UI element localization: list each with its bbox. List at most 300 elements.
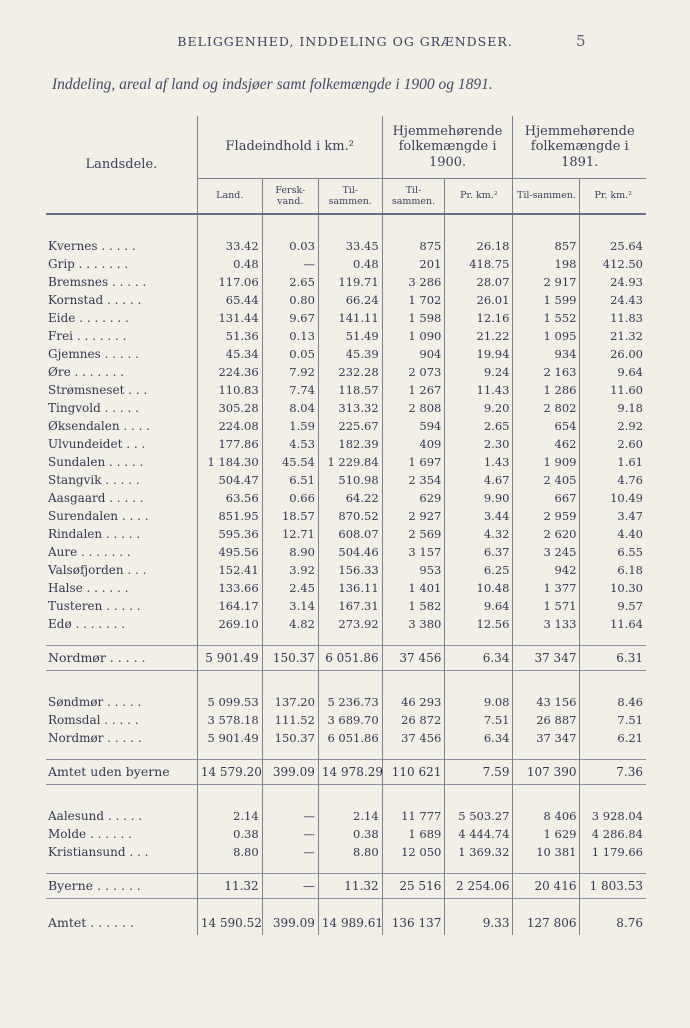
table-row-herred bbox=[46, 237, 646, 255]
cell-value: 4.40 bbox=[617, 527, 643, 541]
row-label: Frei . . . . . . . bbox=[46, 327, 197, 345]
cell-value: 8.90 bbox=[262, 543, 318, 561]
cell-value: 14 590.52 bbox=[197, 911, 262, 935]
header-prkm-1900: Pr. km.² bbox=[445, 179, 513, 215]
cell-value: 150.37 bbox=[262, 646, 318, 671]
row-label: Surendalen . . . . bbox=[46, 507, 197, 525]
cell-value: 225.67 bbox=[318, 417, 382, 435]
cell-value: 3 245 bbox=[513, 543, 580, 561]
cell-value: 934 bbox=[513, 345, 580, 363]
cell-value: 141.11 bbox=[318, 309, 382, 327]
cell-value: 654 bbox=[513, 417, 580, 435]
cell-value: 2 254.06 bbox=[445, 874, 513, 899]
cell-value: 26.18 bbox=[445, 237, 513, 255]
cell-value: 133.66 bbox=[197, 579, 262, 597]
cell-value: 608.07 bbox=[318, 525, 382, 543]
cell-value: 9.57 bbox=[617, 599, 643, 613]
cell-value: 0.13 bbox=[262, 327, 318, 345]
header-landsdele: Landsdele. bbox=[46, 116, 197, 214]
cell-value: 45.34 bbox=[197, 345, 262, 363]
spacer-row bbox=[46, 747, 646, 760]
cell-value: 63.56 bbox=[197, 489, 262, 507]
cell-value: 3.92 bbox=[262, 561, 318, 579]
cell-value: 14 978.29 bbox=[318, 760, 382, 785]
cell-value: 3.14 bbox=[262, 597, 318, 615]
cell-value: 0.38 bbox=[318, 825, 382, 843]
cell-value: 117.06 bbox=[197, 273, 262, 291]
cell-value: 4.53 bbox=[262, 435, 318, 453]
cell-value: 2 620 bbox=[513, 525, 580, 543]
cell-value: 10 381 bbox=[513, 843, 580, 861]
cell-value: 26.01 bbox=[445, 291, 513, 309]
cell-value: 2 405 bbox=[513, 471, 580, 489]
cell-value: 131.44 bbox=[197, 309, 262, 327]
cell-value: 28.07 bbox=[445, 273, 513, 291]
cell-value: 5 901.49 bbox=[197, 646, 262, 671]
cell-value: 9.20 bbox=[445, 399, 513, 417]
row-label: Amtet uden byerne bbox=[46, 760, 197, 785]
cell-value: 2 073 bbox=[382, 363, 445, 381]
cell-value: 6.18 bbox=[617, 563, 643, 577]
row-label: Amtet . . . . . . bbox=[46, 911, 197, 935]
cell-value: 8 406 bbox=[513, 807, 580, 825]
cell-value: 10.49 bbox=[610, 491, 643, 505]
cell-value: 875 bbox=[382, 237, 445, 255]
cell-value: 5 503.27 bbox=[445, 807, 513, 825]
cell-value: 5 099.53 bbox=[197, 693, 262, 711]
cell-value: 110 621 bbox=[382, 760, 445, 785]
cell-value: 3 578.18 bbox=[197, 711, 262, 729]
table-row-by bbox=[46, 807, 646, 825]
cell-value: 510.98 bbox=[318, 471, 382, 489]
cell-value: 156.33 bbox=[318, 561, 382, 579]
table-row-herred bbox=[46, 561, 646, 579]
cell-value: 462 bbox=[513, 435, 580, 453]
cell-value: 8.04 bbox=[262, 399, 318, 417]
table-row-herred bbox=[46, 273, 646, 291]
cell-value: 12 050 bbox=[382, 843, 445, 861]
row-label: Grip . . . . . . . bbox=[46, 255, 197, 273]
cell-value: 594 bbox=[382, 417, 445, 435]
cell-value: 51.36 bbox=[197, 327, 262, 345]
cell-value: 6.21 bbox=[617, 731, 643, 745]
cell-value: 6.55 bbox=[617, 545, 643, 559]
row-label: Rindalen . . . . . bbox=[46, 525, 197, 543]
cell-value: 1 369.32 bbox=[445, 843, 513, 861]
population-area-table bbox=[46, 116, 646, 935]
cell-value: 25.64 bbox=[610, 239, 643, 253]
cell-value: 9.24 bbox=[445, 363, 513, 381]
cell-value: 667 bbox=[513, 489, 580, 507]
cell-value: 504.46 bbox=[318, 543, 382, 561]
row-label: Nordmør . . . . . bbox=[46, 729, 197, 747]
cell-value: 14 989.61 bbox=[318, 911, 382, 935]
cell-value: 2.65 bbox=[445, 417, 513, 435]
cell-value: 2 802 bbox=[513, 399, 580, 417]
table-row-herred bbox=[46, 327, 646, 345]
cell-value: 3 286 bbox=[382, 273, 445, 291]
cell-value: 595.36 bbox=[197, 525, 262, 543]
cell-value: 409 bbox=[382, 435, 445, 453]
cell-value: 26 872 bbox=[382, 711, 445, 729]
table-row-herred bbox=[46, 525, 646, 543]
row-label: Aasgaard . . . . . bbox=[46, 489, 197, 507]
row-label: Halse . . . . . . bbox=[46, 579, 197, 597]
cell-value: 1 803.53 bbox=[580, 874, 646, 899]
cell-value: 1.59 bbox=[262, 417, 318, 435]
cell-value: 1 909 bbox=[513, 453, 580, 471]
cell-value: 8.80 bbox=[197, 843, 262, 861]
cell-value: 136.11 bbox=[318, 579, 382, 597]
cell-value: 1 090 bbox=[382, 327, 445, 345]
cell-value: 313.32 bbox=[318, 399, 382, 417]
cell-value: 51.49 bbox=[318, 327, 382, 345]
cell-value: 2 354 bbox=[382, 471, 445, 489]
cell-value: 19.94 bbox=[445, 345, 513, 363]
cell-value: 111.52 bbox=[262, 711, 318, 729]
cell-value: — bbox=[262, 843, 318, 861]
cell-value: 37 456 bbox=[382, 646, 445, 671]
cell-value: 177.86 bbox=[197, 435, 262, 453]
table-row-herred bbox=[46, 543, 646, 561]
cell-value: 20 416 bbox=[513, 874, 580, 899]
header-tilsammen-areal: Til-sammen. bbox=[318, 179, 382, 215]
cell-value: 2.14 bbox=[318, 807, 382, 825]
cell-value: 418.75 bbox=[445, 255, 513, 273]
table-row-amtet bbox=[46, 911, 646, 935]
cell-value: 26.00 bbox=[610, 347, 643, 361]
cell-value: 66.24 bbox=[318, 291, 382, 309]
cell-value: 2 569 bbox=[382, 525, 445, 543]
cell-value: 2.65 bbox=[262, 273, 318, 291]
row-label: Molde . . . . . . bbox=[46, 825, 197, 843]
cell-value: 43 156 bbox=[513, 693, 580, 711]
cell-value: 224.36 bbox=[197, 363, 262, 381]
cell-value: 24.93 bbox=[610, 275, 643, 289]
cell-value: 46 293 bbox=[382, 693, 445, 711]
cell-value: 164.17 bbox=[197, 597, 262, 615]
cell-value: 1 697 bbox=[382, 453, 445, 471]
cell-value: 3 157 bbox=[382, 543, 445, 561]
cell-value: 201 bbox=[382, 255, 445, 273]
cell-value: 953 bbox=[382, 561, 445, 579]
cell-value: 107 390 bbox=[513, 760, 580, 785]
cell-value: 12.56 bbox=[445, 615, 513, 633]
cell-value: 942 bbox=[513, 561, 580, 579]
cell-value: 21.22 bbox=[445, 327, 513, 345]
cell-value: 5 236.73 bbox=[318, 693, 382, 711]
cell-value: — bbox=[262, 807, 318, 825]
table-row-herred bbox=[46, 381, 646, 399]
cell-value: 269.10 bbox=[197, 615, 262, 633]
page-number: 5 bbox=[576, 32, 586, 50]
cell-value: 504.47 bbox=[197, 471, 262, 489]
cell-value: 7.51 bbox=[617, 713, 643, 727]
cell-value: 904 bbox=[382, 345, 445, 363]
cell-value: 399.09 bbox=[262, 911, 318, 935]
cell-value: 11 777 bbox=[382, 807, 445, 825]
cell-value: 1 571 bbox=[513, 597, 580, 615]
cell-value: 2 808 bbox=[382, 399, 445, 417]
cell-value: 12.16 bbox=[445, 309, 513, 327]
table-row-herred bbox=[46, 579, 646, 597]
row-label: Gjemnes . . . . . bbox=[46, 345, 197, 363]
row-label: Tusteren . . . . . bbox=[46, 597, 197, 615]
row-label: Bremsnes . . . . . bbox=[46, 273, 197, 291]
cell-value: 1 184.30 bbox=[197, 453, 262, 471]
cell-value: 118.57 bbox=[318, 381, 382, 399]
cell-value: 870.52 bbox=[318, 507, 382, 525]
row-label: Søndmør . . . . . bbox=[46, 693, 197, 711]
cell-value: 3 133 bbox=[513, 615, 580, 633]
cell-value: 9.18 bbox=[617, 401, 643, 415]
spacer-row bbox=[46, 861, 646, 874]
row-label: Byerne . . . . . . bbox=[46, 874, 197, 899]
cell-value: 1 229.84 bbox=[318, 453, 382, 471]
cell-value: 8.46 bbox=[617, 695, 643, 709]
cell-value: — bbox=[262, 825, 318, 843]
cell-value: 150.37 bbox=[262, 729, 318, 747]
cell-value: 182.39 bbox=[318, 435, 382, 453]
cell-value: 7.36 bbox=[580, 760, 646, 785]
table-row-fogderi bbox=[46, 693, 646, 711]
cell-value: 2.60 bbox=[617, 437, 643, 451]
cell-value: 4.76 bbox=[617, 473, 643, 487]
table-row-herred bbox=[46, 597, 646, 615]
table-row-herred bbox=[46, 435, 646, 453]
spacer-row bbox=[46, 899, 646, 912]
cell-value: 224.08 bbox=[197, 417, 262, 435]
cell-value: 11.32 bbox=[197, 874, 262, 899]
header-prkm-1891: Pr. km.² bbox=[580, 179, 646, 215]
cell-value: 6.25 bbox=[445, 561, 513, 579]
table-row-fogderi bbox=[46, 711, 646, 729]
cell-value: 25 516 bbox=[382, 874, 445, 899]
table-row-amt-uden-byerne bbox=[46, 760, 646, 785]
cell-value: 7.51 bbox=[445, 711, 513, 729]
row-label: Øksendalen . . . . bbox=[46, 417, 197, 435]
table-row-herred bbox=[46, 363, 646, 381]
cell-value: 305.28 bbox=[197, 399, 262, 417]
cell-value: 6.34 bbox=[445, 646, 513, 671]
cell-value: 9.08 bbox=[445, 693, 513, 711]
row-label: Stangvik . . . . . bbox=[46, 471, 197, 489]
cell-value: 5 901.49 bbox=[197, 729, 262, 747]
row-label: Eide . . . . . . . bbox=[46, 309, 197, 327]
cell-value: 11.43 bbox=[445, 381, 513, 399]
cell-value: 6.51 bbox=[262, 471, 318, 489]
cell-value: 6 051.86 bbox=[318, 646, 382, 671]
cell-value: 2 917 bbox=[513, 273, 580, 291]
row-label: Aalesund . . . . . bbox=[46, 807, 197, 825]
cell-value: 9.64 bbox=[617, 365, 643, 379]
cell-value: — bbox=[262, 874, 318, 899]
cell-value: 0.05 bbox=[262, 345, 318, 363]
row-label: Valsøfjorden . . . bbox=[46, 561, 197, 579]
cell-value: 1 095 bbox=[513, 327, 580, 345]
cell-value: 4.32 bbox=[445, 525, 513, 543]
cell-value: 6.31 bbox=[580, 646, 646, 671]
cell-value: 127 806 bbox=[513, 911, 580, 935]
cell-value: 11.83 bbox=[610, 311, 643, 325]
cell-value: 3.47 bbox=[617, 509, 643, 523]
cell-value: 9.33 bbox=[445, 911, 513, 935]
row-label: Nordmør . . . . . bbox=[46, 646, 197, 671]
cell-value: 21.32 bbox=[610, 329, 643, 343]
cell-value: 45.54 bbox=[262, 453, 318, 471]
cell-value: 37 347 bbox=[513, 729, 580, 747]
table-row-by bbox=[46, 843, 646, 861]
cell-value: 857 bbox=[513, 237, 580, 255]
spacer-row bbox=[46, 785, 646, 808]
cell-value: — bbox=[262, 255, 318, 273]
cell-value: 7.59 bbox=[445, 760, 513, 785]
cell-value: 26 887 bbox=[513, 711, 580, 729]
row-label: Sundalen . . . . . bbox=[46, 453, 197, 471]
header-ferskvand: Fersk-vand. bbox=[262, 179, 318, 215]
cell-value: 3 689.70 bbox=[318, 711, 382, 729]
cell-value: 11.60 bbox=[610, 383, 643, 397]
spacer-row bbox=[46, 633, 646, 646]
cell-value: 2.92 bbox=[617, 419, 643, 433]
table-row-by bbox=[46, 825, 646, 843]
cell-value: 2.30 bbox=[445, 435, 513, 453]
cell-value: 4.67 bbox=[445, 471, 513, 489]
cell-value: 64.22 bbox=[318, 489, 382, 507]
cell-value: 110.83 bbox=[197, 381, 262, 399]
row-label: Ulvundeidet . . . bbox=[46, 435, 197, 453]
table-row-byerne bbox=[46, 874, 646, 899]
header-tilsammen-1891: Til-sammen. bbox=[513, 179, 580, 215]
cell-value: 33.45 bbox=[318, 237, 382, 255]
cell-value: 9.67 bbox=[262, 309, 318, 327]
cell-value: 1 702 bbox=[382, 291, 445, 309]
cell-value: 2 959 bbox=[513, 507, 580, 525]
cell-value: 629 bbox=[382, 489, 445, 507]
cell-value: 4 286.84 bbox=[591, 827, 643, 841]
cell-value: 0.66 bbox=[262, 489, 318, 507]
cell-value: 0.48 bbox=[318, 255, 382, 273]
row-label: Øre . . . . . . . bbox=[46, 363, 197, 381]
cell-value: 399.09 bbox=[262, 760, 318, 785]
cell-value: 11.32 bbox=[318, 874, 382, 899]
table-row-herred bbox=[46, 507, 646, 525]
cell-value: 198 bbox=[513, 255, 580, 273]
cell-value: 24.43 bbox=[610, 293, 643, 307]
cell-value: 0.80 bbox=[262, 291, 318, 309]
cell-value: 1 401 bbox=[382, 579, 445, 597]
cell-value: 1 629 bbox=[513, 825, 580, 843]
cell-value: 33.42 bbox=[197, 237, 262, 255]
cell-value: 1 689 bbox=[382, 825, 445, 843]
cell-value: 1 552 bbox=[513, 309, 580, 327]
row-label: Kornstad . . . . . bbox=[46, 291, 197, 309]
cell-value: 65.44 bbox=[197, 291, 262, 309]
cell-value: 4 444.74 bbox=[445, 825, 513, 843]
header-fladeindhold: Fladeindhold i km.² bbox=[197, 116, 382, 179]
cell-value: 2 163 bbox=[513, 363, 580, 381]
cell-value: 152.41 bbox=[197, 561, 262, 579]
cell-value: 2.14 bbox=[197, 807, 262, 825]
cell-value: 10.48 bbox=[445, 579, 513, 597]
header-folk-1900: Hjemmehørende folkemængde i 1900. bbox=[382, 116, 513, 179]
row-label: Edø . . . . . . . bbox=[46, 615, 197, 633]
spacer-row bbox=[46, 214, 646, 237]
table-body bbox=[46, 214, 646, 935]
spacer-row bbox=[46, 671, 646, 694]
cell-value: 2 927 bbox=[382, 507, 445, 525]
cell-value: 6.37 bbox=[445, 543, 513, 561]
cell-value: 3 380 bbox=[382, 615, 445, 633]
cell-value: 232.28 bbox=[318, 363, 382, 381]
table-row-herred bbox=[46, 453, 646, 471]
row-label: Kvernes . . . . . bbox=[46, 237, 197, 255]
cell-value: 0.38 bbox=[197, 825, 262, 843]
running-head bbox=[0, 34, 690, 56]
table-caption: Inddeling, areal af land og indsjøer samt folkemængde i 1900 og 1891. bbox=[52, 76, 493, 93]
cell-value: 11.64 bbox=[610, 617, 643, 631]
cell-value: 851.95 bbox=[197, 507, 262, 525]
cell-value: 6 051.86 bbox=[318, 729, 382, 747]
cell-value: 9.64 bbox=[445, 597, 513, 615]
table-row-herred bbox=[46, 615, 646, 633]
table-row-herred bbox=[46, 399, 646, 417]
row-label: Romsdal . . . . . bbox=[46, 711, 197, 729]
cell-value: 12.71 bbox=[262, 525, 318, 543]
cell-value: 1 599 bbox=[513, 291, 580, 309]
cell-value: 18.57 bbox=[262, 507, 318, 525]
row-label: Aure . . . . . . . bbox=[46, 543, 197, 561]
cell-value: 37 347 bbox=[513, 646, 580, 671]
running-head-title: BELIGGENHED, INDDELING OG GRÆNDSER. bbox=[177, 34, 513, 49]
cell-value: 7.92 bbox=[262, 363, 318, 381]
cell-value: 167.31 bbox=[318, 597, 382, 615]
cell-value: 45.39 bbox=[318, 345, 382, 363]
cell-value: 2.45 bbox=[262, 579, 318, 597]
header-tilsammen-1900: Til-sammen. bbox=[382, 179, 445, 215]
cell-value: 14 579.20 bbox=[197, 760, 262, 785]
cell-value: 1 267 bbox=[382, 381, 445, 399]
table-row-herred bbox=[46, 309, 646, 327]
table-row-herred bbox=[46, 489, 646, 507]
cell-value: 3.44 bbox=[445, 507, 513, 525]
cell-value: 1 598 bbox=[382, 309, 445, 327]
table-row-herred bbox=[46, 255, 646, 273]
cell-value: 137.20 bbox=[262, 693, 318, 711]
table-row-nordmor-total bbox=[46, 646, 646, 671]
cell-value: 9.90 bbox=[445, 489, 513, 507]
cell-value: 136 137 bbox=[382, 911, 445, 935]
cell-value: 10.30 bbox=[610, 581, 643, 595]
table-row-herred bbox=[46, 417, 646, 435]
cell-value: 6.34 bbox=[445, 729, 513, 747]
table-row-herred bbox=[46, 345, 646, 363]
cell-value: 412.50 bbox=[602, 257, 643, 271]
cell-value: 1 286 bbox=[513, 381, 580, 399]
cell-value: 273.92 bbox=[318, 615, 382, 633]
row-label: Kristiansund . . . bbox=[46, 843, 197, 861]
header-land: Land. bbox=[197, 179, 262, 215]
table-row-fogderi bbox=[46, 729, 646, 747]
cell-value: 1.61 bbox=[617, 455, 643, 469]
table-row-herred bbox=[46, 291, 646, 309]
cell-value: 1 179.66 bbox=[591, 845, 643, 859]
cell-value: 1 377 bbox=[513, 579, 580, 597]
table-row-herred bbox=[46, 471, 646, 489]
row-label: Strømsneset . . . bbox=[46, 381, 197, 399]
cell-value: 1 582 bbox=[382, 597, 445, 615]
cell-value: 8.76 bbox=[616, 916, 643, 930]
